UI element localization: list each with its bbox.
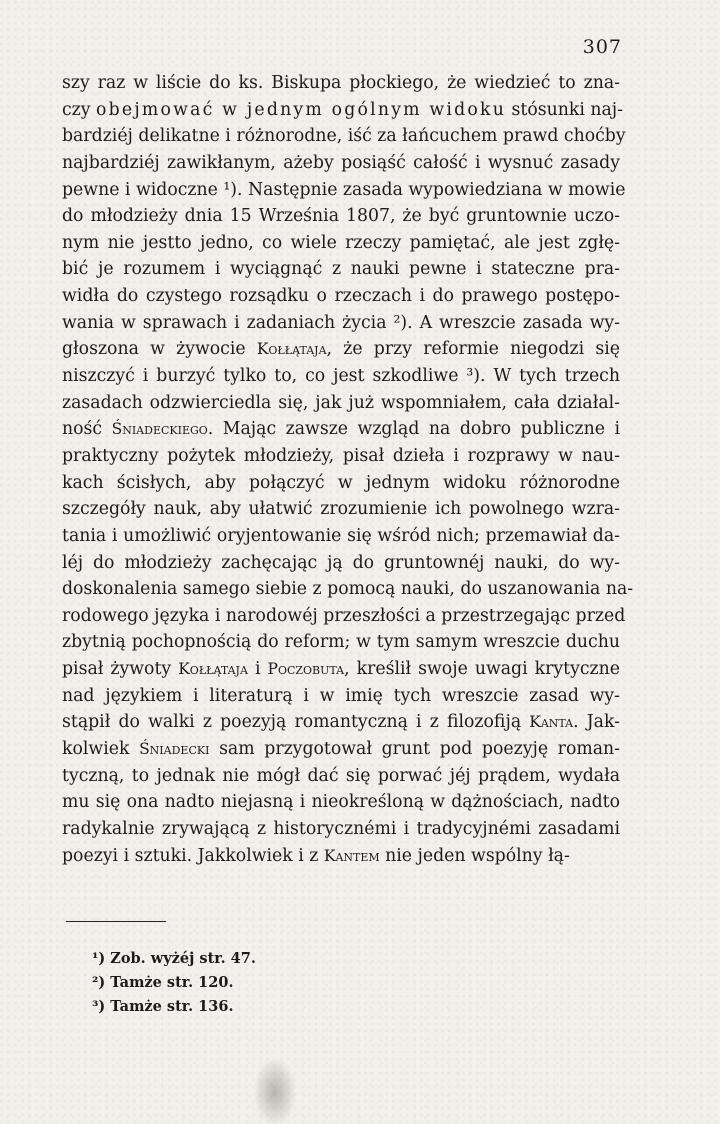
footnote (92, 995, 256, 1019)
text-segment: kolwiek (62, 739, 140, 760)
text-segment: czy (62, 99, 97, 120)
text-line (62, 736, 620, 763)
text-segment: mu się ona nadto niejasną i nieokreśloną w dążnościach, nadto (62, 792, 620, 813)
text-segment: pewne i widoczne ¹). Następnie zasada wypowiedziana w mowie (62, 179, 626, 200)
text-line (62, 283, 620, 310)
footnote-separator (66, 921, 166, 922)
name-small-caps: Kantem (323, 846, 380, 865)
body-text (62, 70, 634, 869)
footnote-marker: ¹) (92, 950, 111, 967)
text-segment: szy raz w liście do ks. Biskupa płockiego, że wiedzieć to zna- (62, 73, 620, 93)
text-line (62, 523, 620, 550)
text-line (62, 603, 626, 630)
name-small-caps: Poczobuta (267, 660, 345, 679)
footnote (92, 971, 256, 995)
text-segment: głoszona w żywocie (62, 339, 257, 360)
text-segment: praktyczny pożytek młodzieży, pisał dzieła i rozprawy w nau- (62, 445, 620, 466)
text-segment: szczegóły nauk, aby ułatwić zrozumienie ich powolnego wzra- (62, 499, 620, 520)
name-small-caps: Śniadecki (139, 740, 210, 759)
text-line (62, 789, 620, 816)
text-segment: bić je rozumem i wyciągnąć z nauki pewne i stateczne pra- (62, 259, 620, 280)
text-segment: niszczyć i burzyć tylko to, co jest szkodliwe ³). W tych trzech (62, 366, 620, 387)
text-line (62, 656, 620, 683)
text-segment: nym nie jestto jedno, co wiele rzeczy pamiętać, ale jest zgłę- (62, 232, 620, 253)
spaced-emphasis: obejmować w jednym ogólnym widoku (96, 99, 507, 120)
text-line (62, 203, 620, 230)
text-line (62, 256, 620, 283)
ink-smudge (255, 1060, 295, 1124)
text-segment: pisał żywoty (62, 659, 179, 680)
name-small-caps: Kołłątaja (256, 340, 327, 359)
text-segment: tyczną, to jednak nie mógł dać się porwać jéj prądem, wydała (62, 765, 620, 786)
text-segment: poezyi i sztuki. Jakkolwiek i z (62, 845, 324, 866)
text-segment: widła do czystego rozsądku o rzeczach i do prawego postępo- (62, 286, 620, 307)
text-segment: stąpił do walki z poezyją romantyczną i z filozofiją (62, 712, 530, 733)
text-line (62, 390, 620, 417)
text-line (62, 336, 620, 363)
text-line (62, 310, 620, 337)
text-segment: kach ścisłych, aby połączyć w jednym widoku różnorodne (62, 472, 620, 493)
name-small-caps: Śniadeckiego (111, 420, 208, 439)
text-line (62, 123, 626, 150)
text-segment: stósunki naj- (506, 99, 623, 120)
text-segment: zbytnią pochopnością do reform; w tym samym wreszcie duchu (62, 632, 620, 653)
text-line (62, 843, 620, 870)
text-line (62, 70, 620, 97)
text-line (62, 550, 620, 577)
page-number: 307 (582, 36, 622, 58)
text-segment: . Mając zawsze wzgląd na dobro publiczne i (207, 419, 621, 440)
text-segment: najbardziéj zawikłanym, ażeby posiąść całość i wysnuć zasady (62, 152, 620, 173)
footnote-text: Zob. wyżéj str. 47. (110, 950, 256, 967)
text-line (62, 230, 620, 257)
text-line (62, 683, 620, 710)
text-line (62, 496, 620, 523)
text-segment: tania i umożliwić oryjentowanie się wśród nich; przemawiał da- (62, 525, 620, 546)
text-segment: rodowego języka i narodowéj przeszłości a przestrzegając przed (62, 605, 626, 626)
text-line (62, 416, 620, 443)
text-line (62, 709, 620, 736)
text-line (62, 443, 620, 470)
text-line (62, 97, 623, 124)
name-small-caps: Kołłątaja (178, 660, 248, 679)
text-line (62, 629, 620, 656)
footnote (92, 947, 256, 971)
text-segment: , że przy reformie niegodzi się (326, 339, 620, 360)
text-line (62, 470, 620, 497)
text-segment: ność (62, 419, 112, 440)
text-segment: , kreślił swoje uwagi krytyczne (344, 659, 621, 680)
footnote-text: Tamże str. 136. (110, 998, 234, 1015)
text-segment: do młodzieży dnia 15 Września 1807, że być gruntownie uczo- (62, 206, 620, 227)
text-segment: nie jeden wspólny łą- (379, 845, 570, 866)
text-segment: léj do młodzieży zachęcając ją do gruntownéj nauki, do wy- (62, 552, 620, 573)
text-segment: i (247, 659, 268, 680)
text-line (62, 363, 620, 390)
text-segment: wania w sprawach i zadaniach życia ²). A wreszcie zasada wy- (62, 312, 620, 333)
footnote-marker: ²) (92, 974, 111, 991)
text-line (62, 576, 634, 603)
text-line (62, 763, 620, 790)
text-line (62, 177, 626, 204)
text-segment: nad językiem i literaturą i w imię tych wreszcie zasad wy- (62, 685, 620, 706)
text-segment: bardziéj delikatne i różnorodne, iść za łańcuchem prawd choćby (62, 126, 626, 147)
text-line (62, 150, 620, 177)
text-line (62, 816, 620, 843)
text-segment: . Jak- (573, 712, 620, 733)
footnote-text: Tamże str. 120. (110, 974, 234, 991)
text-segment: doskonalenia samego siebie z pomocą nauki, do uszanowania na- (62, 579, 634, 600)
text-segment: radykalnie zrywającą z historycznémi i tradycyjnémi zasadami (62, 818, 620, 839)
footnote-marker: ³) (92, 998, 111, 1015)
footnotes (92, 947, 256, 1019)
name-small-caps: Kanta (529, 713, 574, 732)
text-segment: sam przygotował grunt pod poezyję roman- (209, 739, 621, 760)
text-segment: zasadach odzwierciedla się, jak już wspomniałem, cała działal- (62, 392, 620, 413)
